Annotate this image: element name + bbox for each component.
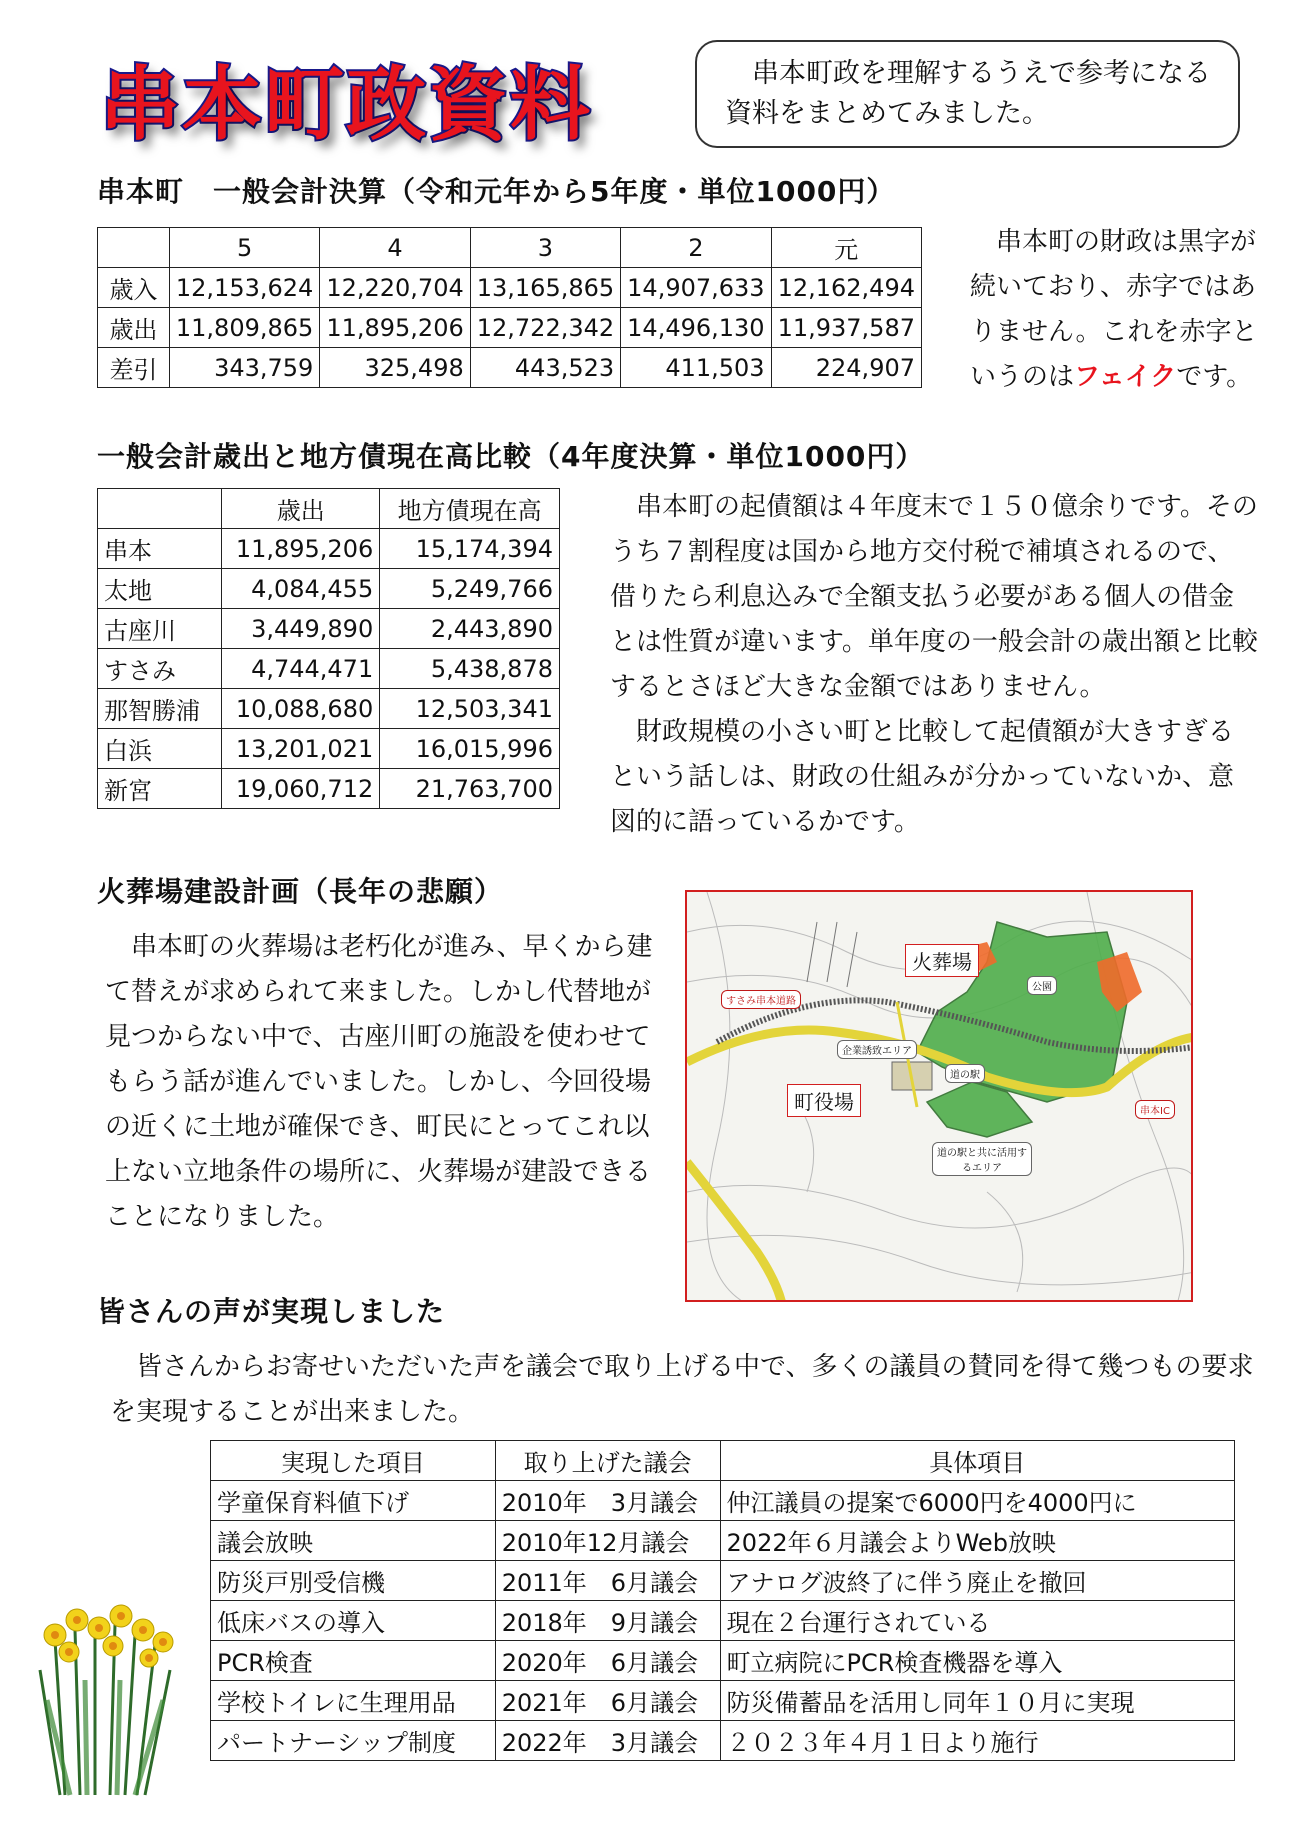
table-cell: 15,174,394 xyxy=(380,529,560,569)
row-label: 古座川 xyxy=(98,609,222,649)
table-row xyxy=(98,729,560,769)
map-tag-ic: 串本IC xyxy=(1135,1100,1175,1119)
table-cell: 12,153,624 xyxy=(169,268,319,308)
table-cell: 11,809,865 xyxy=(169,308,319,348)
row-label: 串本 xyxy=(98,529,222,569)
map-tag-road: すさみ串本道路 xyxy=(721,990,801,1009)
table-cell: 議会放映 xyxy=(211,1521,496,1561)
table-cell: 防災戸別受信機 xyxy=(211,1561,496,1601)
table-cell: 11,895,206 xyxy=(320,308,470,348)
table-cell: PCR検査 xyxy=(211,1641,496,1681)
south-road xyxy=(687,1162,782,1302)
table-cell: ２０２３年４月１日より施行 xyxy=(720,1721,1234,1761)
debt-comparison-table xyxy=(97,488,560,809)
map-tag-business: 企業誘致エリア xyxy=(837,1040,917,1059)
map-tag-park: 公園 xyxy=(1027,976,1057,995)
table-header-row xyxy=(98,489,560,529)
table-row xyxy=(211,1481,1235,1521)
table-cell: 3,449,890 xyxy=(222,609,380,649)
row-label: 新宮 xyxy=(98,769,222,809)
crematorium-paragraph: 串本町の火葬場は老朽化が進み、早くから建て替えが求められて来ました。しかし代替地が見つからない中で、古座川町の施設を使わせてもらう話が進んでいました。しかし、今回役場の近くに土地が確保でき、町民にとってこれ以上ない立地条件の場所に、火葬場が建設できることになりました。 xyxy=(105,932,653,1232)
surplus-note xyxy=(970,220,1260,400)
table-header-cell: 具体項目 xyxy=(720,1441,1234,1481)
table-cell: 12,162,494 xyxy=(771,268,921,308)
row-label: 那智勝浦 xyxy=(98,689,222,729)
surplus-note-end: です。 xyxy=(1176,362,1253,392)
table-cell: 19,060,712 xyxy=(222,769,380,809)
table-cell: アナログ波終了に伴う廃止を撤回 xyxy=(720,1561,1234,1601)
table-row xyxy=(211,1641,1235,1681)
table-cell: 343,759 xyxy=(169,348,319,388)
table-cell: 2020年 6月議会 xyxy=(495,1641,720,1681)
table-header-row xyxy=(211,1441,1235,1481)
table-cell: 411,503 xyxy=(621,348,771,388)
map-tag-area: 道の駅と共に活用するエリア xyxy=(932,1142,1032,1176)
map-tag-michinoeki: 道の駅 xyxy=(945,1064,985,1083)
table-cell: 12,220,704 xyxy=(320,268,470,308)
row-label: 歳入 xyxy=(98,268,170,308)
section4-heading: 皆さんの声が実現しました xyxy=(97,1295,446,1328)
table-cell: 低床バスの導入 xyxy=(211,1601,496,1641)
table-header-cell: 歳出 xyxy=(222,489,380,529)
page-title: 串本町政資料 xyxy=(100,58,592,151)
table-row xyxy=(98,649,560,689)
achievements-table xyxy=(210,1440,1235,1761)
table-row xyxy=(211,1601,1235,1641)
table-cell: 2010年 3月議会 xyxy=(495,1481,720,1521)
fake-emphasis: フェイク xyxy=(1074,362,1177,392)
table-header-cell: 5 xyxy=(169,228,319,268)
table-cell: 2022年６月議会よりWeb放映 xyxy=(720,1521,1234,1561)
table-row xyxy=(98,268,922,308)
table-cell: 防災備蓄品を活用し同年１０月に実現 xyxy=(720,1681,1234,1721)
table-cell: 5,249,766 xyxy=(380,569,560,609)
table-cell: 12,503,341 xyxy=(380,689,560,729)
table-row xyxy=(98,609,560,649)
table-header-cell: 3 xyxy=(470,228,620,268)
table-row xyxy=(98,569,560,609)
table-cell: 町立病院にPCR検査機器を導入 xyxy=(720,1641,1234,1681)
section2-heading: 一般会計歳出と地方債現在高比較（4年度決算・単位1000円） xyxy=(97,440,925,473)
site-map xyxy=(685,890,1193,1302)
debt-paragraph-2: 財政規模の小さい町と比較して起債額が大きすぎるという話しは、財政の仕組みが分かっていないか、意図的に語っているかです。 xyxy=(610,717,1235,837)
table-header-cell: 地方債現在高 xyxy=(380,489,560,529)
table-cell: 4,084,455 xyxy=(222,569,380,609)
table-header-cell: 実現した項目 xyxy=(211,1441,496,1481)
table-cell: 14,907,633 xyxy=(621,268,771,308)
achievements-paragraph: 皆さんからお寄せいただいた声を議会で取り上げる中で、多くの議員の賛同を得て幾つもの要求を実現することが出来ました。 xyxy=(110,1352,1254,1427)
table-header-cell xyxy=(98,228,170,268)
table-cell: 現在２台運行されている xyxy=(720,1601,1234,1641)
row-label: 白浜 xyxy=(98,729,222,769)
section3-heading: 火葬場建設計画（長年の悲願） xyxy=(97,875,504,908)
table-header-row xyxy=(98,228,922,268)
table-cell: 4,744,471 xyxy=(222,649,380,689)
table-row xyxy=(211,1561,1235,1601)
table-cell: 224,907 xyxy=(771,348,921,388)
table-cell: 学校トイレに生理用品 xyxy=(211,1681,496,1721)
row-label: 差引 xyxy=(98,348,170,388)
table-cell: 21,763,700 xyxy=(380,769,560,809)
table-cell: 13,201,021 xyxy=(222,729,380,769)
surplus-note-text: 串本町の財政は黒字が続いており、赤字ではありません。これを赤字というのは xyxy=(970,227,1258,392)
table-cell: パートナーシップ制度 xyxy=(211,1721,496,1761)
debt-paragraph-1: 串本町の起債額は４年度末で１５０億余りです。そのうち７割程度は国から地方交付税で補填されるので、借りたら利息込みで全額支払う必要がある個人の借金とは性質が違います。単年度の一般会計の歳出額と比較するとさほど大きな金額ではありません。 xyxy=(610,492,1258,702)
table-cell: 2021年 6月議会 xyxy=(495,1681,720,1721)
map-label-townhall: 町役場 xyxy=(787,1084,861,1117)
intro-box: 串本町政を理解するうえで参考になる資料をまとめてみました。 xyxy=(695,40,1240,148)
table-row xyxy=(98,529,560,569)
table-row xyxy=(98,348,922,388)
table-header-cell: 取り上げた議会 xyxy=(495,1441,720,1481)
settlement-table xyxy=(97,227,922,388)
table-cell: 16,015,996 xyxy=(380,729,560,769)
table-cell: 仲江議員の提案で6000円を4000円に xyxy=(720,1481,1234,1521)
table-cell: 325,498 xyxy=(320,348,470,388)
table-cell: 2010年12月議会 xyxy=(495,1521,720,1561)
table-cell: 10,088,680 xyxy=(222,689,380,729)
row-label: 太地 xyxy=(98,569,222,609)
table-header-cell: 元 xyxy=(771,228,921,268)
row-label: 歳出 xyxy=(98,308,170,348)
table-cell: 5,438,878 xyxy=(380,649,560,689)
table-cell: 12,722,342 xyxy=(470,308,620,348)
table-cell: 14,496,130 xyxy=(621,308,771,348)
table-header-cell: 4 xyxy=(320,228,470,268)
table-cell: 2011年 6月議会 xyxy=(495,1561,720,1601)
table-row xyxy=(98,689,560,729)
table-cell: 2018年 9月議会 xyxy=(495,1601,720,1641)
daffodil-illustration xyxy=(25,1580,185,1800)
table-header-cell xyxy=(98,489,222,529)
table-row xyxy=(211,1721,1235,1761)
table-header-cell: 2 xyxy=(621,228,771,268)
table-cell: 学童保育料値下げ xyxy=(211,1481,496,1521)
table-row xyxy=(98,769,560,809)
section1-heading: 串本町 一般会計決算（令和元年から5年度・単位1000円） xyxy=(97,175,896,208)
table-cell: 443,523 xyxy=(470,348,620,388)
row-label: すさみ xyxy=(98,649,222,689)
table-cell: 2,443,890 xyxy=(380,609,560,649)
table-cell: 11,937,587 xyxy=(771,308,921,348)
table-row xyxy=(211,1521,1235,1561)
table-row xyxy=(98,308,922,348)
table-cell: 13,165,865 xyxy=(470,268,620,308)
map-label-crematorium: 火葬場 xyxy=(905,944,979,977)
table-cell: 2022年 3月議会 xyxy=(495,1721,720,1761)
table-cell: 11,895,206 xyxy=(222,529,380,569)
table-row xyxy=(211,1681,1235,1721)
